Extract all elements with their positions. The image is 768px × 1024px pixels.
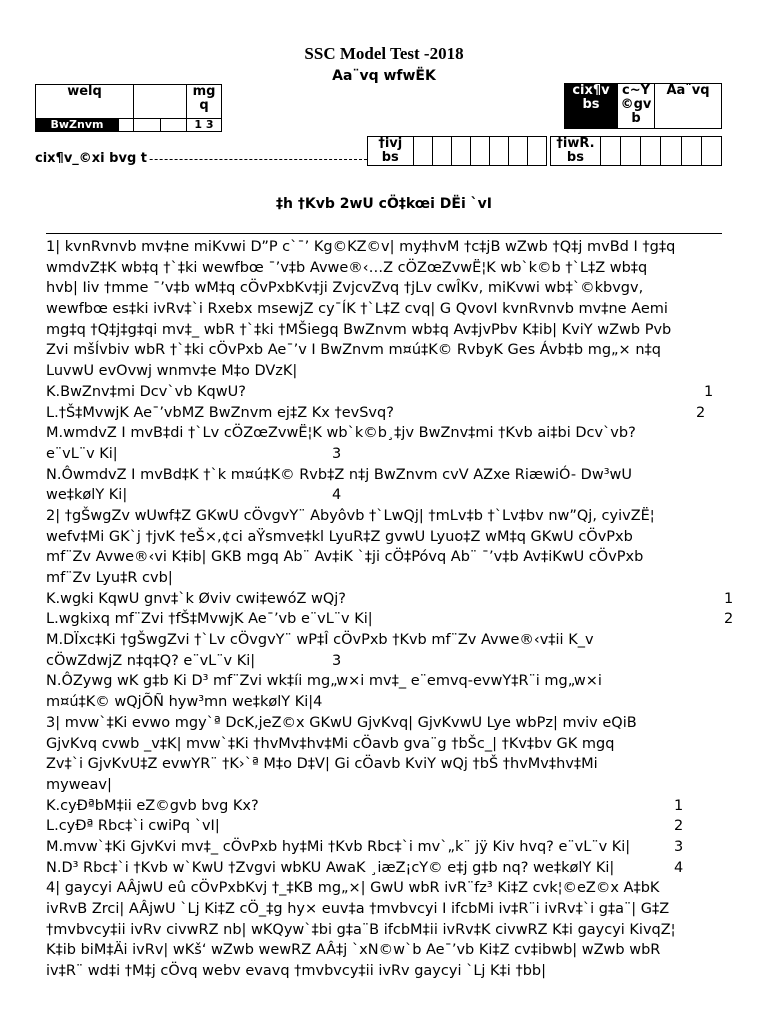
text-line	[46, 796, 726, 817]
registration-cell	[701, 137, 721, 166]
line-text: cÖwZdwjZ n‡q‡Q? e¨vL¨v Ki|	[46, 652, 256, 669]
text-line	[46, 527, 726, 548]
line-text: wefv‡Mi GK`j †jvK †eŠ×,¢ci aŸsmve‡kl LyuR‡Z gvwU Lyuo‡Z wM‡q GKwU cÖvPxb	[46, 528, 633, 545]
marks-value: 4	[332, 487, 342, 504]
registration-cell	[621, 137, 641, 166]
text-line	[46, 837, 726, 858]
chapter-label: Aa¨vq	[655, 84, 722, 129]
text-line	[46, 609, 734, 630]
marks-value: 3	[332, 652, 342, 669]
marks-value: 2	[724, 611, 734, 628]
text-line	[46, 403, 726, 424]
line-text: GjvKvq cvwb _v‡K| mvw`‡Ki †hvMv‡hv‡Mi cÖavb gva¨g †bŠc_| †Kv‡bv GK mgq	[46, 735, 615, 752]
text-line	[46, 382, 726, 403]
line-text: mf¨Zv Lyu‡R cvb|	[46, 570, 173, 586]
registration-cell	[681, 137, 701, 166]
code-cell: 1 3	[187, 119, 222, 132]
line-text: mg‡q †Q‡j‡g‡qi mv‡_ wbR †`‡ki †MŠiegq BwZnvm wb‡q Av‡jvPbv K‡ib| KviY wZwb Pvb	[46, 321, 672, 338]
questions-area	[46, 237, 734, 982]
text-line	[46, 237, 726, 258]
line-text: wewfbœ es‡ki ivRv‡`i Rxebx msewjZ cy¯ÍK †`L‡Z cvq| G QvovI kvnRvnvb mv‡ne Aemi	[46, 301, 668, 318]
candidate-name-label: cix¶v_©xi bvg t	[35, 151, 147, 166]
marks-value: 3	[332, 445, 342, 462]
registration-cell	[600, 137, 620, 166]
text-line	[46, 568, 726, 589]
text-line	[46, 423, 726, 444]
line-text: N.ÔZywg wK g‡b Ki D³ mf¨Zvi wk‡íi mg„w×i mv‡_ e¨emvq-evwY‡R¨i mg„w×i	[46, 673, 602, 690]
line-text: e¨vL¨v Ki|	[46, 445, 118, 462]
code-cell	[134, 119, 161, 132]
subject-box	[35, 84, 222, 132]
text-line	[46, 754, 726, 775]
candidate-name-row	[35, 151, 367, 166]
text-line	[46, 630, 726, 651]
text-line	[46, 734, 726, 755]
roll-cell	[413, 137, 432, 166]
line-text: K.wgki KqwU gnv‡`k Øviv cwi‡ewóZ wQj?	[46, 590, 347, 607]
marks-value: 2	[696, 404, 706, 421]
line-text: N.ÔwmdvZ I mvBd‡K †`k m¤ú‡K© Rvb‡Z n‡j BwZnvm cvV AZxe RiæwiÓ- Dw³wU	[46, 466, 632, 483]
line-text: 1| kvnRvnvb mv‡ne miKvwi D”P c`¯’ Kg©KZ©v| my‡hvM †c‡jB wZwb †Q‡j mvBd I †g‡q	[46, 239, 676, 255]
text-line	[46, 278, 726, 299]
line-text: hvb| Iiv †mme ¯’v‡b wM‡q cÖvPxbKv‡ji ZvjcvZvq †jLv cwÎKv, miKvwi wb‡`©kbvgv,	[46, 280, 644, 297]
line-text: L.†Š‡MvwjK Ae¯’vbMZ BwZnvm ej‡Z Kx †evSvq?	[46, 404, 394, 421]
marks-value: 1	[724, 590, 734, 607]
registration-label: †iwR. bs	[551, 137, 601, 166]
text-line	[46, 940, 726, 961]
line-text: K‡ib biM‡Äi ivRv| wKš‘ wZwb wewRZ AÂ‡j `xN©w`b Ae¯’vb Ki‡Z cv‡ibwb| wZwb wbR	[46, 942, 661, 959]
text-line	[46, 775, 726, 796]
marks-value: 2	[674, 818, 684, 835]
text-line	[46, 299, 726, 320]
text-line	[46, 465, 726, 486]
line-text: Zvi mšÍvbiv wbR †`‡ki cÖvPxb Ae¯’v I BwZnvm m¤ú‡K© RvbyK Ges Ávb‡b mg„× n‡q	[46, 342, 661, 359]
text-line	[46, 692, 726, 713]
line-text: 3| mvw`‡Ki evwo mgy`ª DcK,jeZ©x GKwU GjvKvq| GjvKvwU Lye wbPz| mviv eQiB	[46, 714, 637, 731]
text-line	[46, 651, 726, 672]
line-text: 2| †gŠwgZv wUwf‡Z GKwU cÖvgvY¨ Abyôvb †`LwQj| †mLv‡b †`Lv‡bv nw”Qj, cyivZË¦	[46, 507, 655, 524]
text-line	[46, 961, 726, 982]
total-label: c~Y ©gv b	[618, 84, 655, 129]
line-text: wmdvZ‡K wb‡q †`‡ki wewfbœ ¯’v‡b Avwe®‹…Z cÖZœZvwË¦K wb`k©b †`L‡Z wb‡q	[46, 259, 648, 276]
text-line	[46, 920, 726, 941]
roll-box	[367, 136, 547, 166]
registration-cell	[661, 137, 681, 166]
text-line	[46, 506, 726, 527]
text-line	[46, 899, 726, 920]
roll-label: †ivj bs	[368, 137, 414, 166]
line-text: we‡kølY Ki|	[46, 487, 128, 504]
text-line	[46, 485, 726, 506]
subject-name: Aa¨vq wfwËK	[332, 68, 436, 84]
marks-value: 4	[674, 859, 684, 876]
line-text: ivRvB Zrci| AÂjwU `Lj Ki‡Z cÖ_‡g hy× euv‡a †mvbvcyi I ifcbMi iv‡R¨i ivRv‡`i g‡a¨| G‡Z	[46, 901, 670, 917]
line-text: L.wgkixq mf¨Zvi †fŠ‡MvwjK Ae¯’vb e¨vL¨v Ki|	[46, 611, 373, 628]
marks-value: 1	[674, 797, 684, 814]
text-line	[46, 361, 726, 382]
code-label: BwZnvm	[36, 119, 119, 132]
line-text: m¤ú‡K© wQjÕÑ hyw³mn we‡kølY Ki|4	[46, 694, 323, 711]
text-line	[46, 858, 726, 879]
text-line	[46, 444, 726, 465]
divider	[46, 233, 722, 234]
line-text: K.cyÐªbM‡ii eZ©gvb bvg Kx?	[46, 797, 259, 814]
code-cell	[119, 119, 134, 132]
line-text: mf¨Zv Avwe®‹vi K‡ib| GKB mgq Ab¨ Av‡iK `‡ji cÖ‡Póvq Ab¨ ¯’v‡b Av‡iKwU cÖvPxb	[46, 549, 644, 566]
line-text: M.DÏxc‡Ki †gŠwgZvi †`Lv cÖvgvY¨ wP‡Î cÖvPxb †Kvb mf¨Zv Avwe®‹v‡ii K_v	[46, 632, 594, 649]
line-text: myweav|	[46, 776, 112, 793]
marks-value: 1	[704, 383, 714, 400]
line-text: †mvbvcy‡ii ivRv civwRZ nb| wKQyw`‡bi g‡a¨B ifcbM‡ii ivRv‡K civwRZ K‡i gaycyi KivqZ¦	[46, 921, 676, 938]
text-line	[46, 878, 726, 899]
line-text: M.mvw`‡Ki GjvKvi mv‡_ cÖvPxb hy‡Mi †Kvb Rbc‡`i mv`„k¨ jÿ Kiv hvq? e¨vL¨v Ki|	[46, 838, 631, 855]
text-line	[46, 671, 726, 692]
text-line	[46, 320, 726, 341]
text-line	[46, 589, 734, 610]
registration-cell	[641, 137, 661, 166]
exam-label: cix¶v bs	[565, 84, 618, 129]
line-text: N.D³ Rbc‡`i †Kvb w`KwU †Zvgvi wbKU AwaK ¸iæZ¡cY© e‡j g‡b nq? we‡kølY Ki|	[46, 859, 615, 876]
text-line	[46, 258, 726, 279]
text-line	[46, 340, 726, 361]
line-text: M.wmdvZ I mvB‡di †`Lv cÖZœZvwË¦K wb`k©b¸‡jv BwZnv‡mi †Kvb ai‡bi Dcv`vb?	[46, 425, 636, 442]
exam-title: SSC Model Test -2018	[304, 44, 464, 63]
line-text: 4| gaycyi AÂjwU eû cÖvPxbKvj †_‡KB mg„×| GwU wbR ivR¨fz³ Ki‡Z cvk¦©eZ©x A‡bK	[46, 880, 660, 897]
roll-cell	[489, 137, 508, 166]
roll-cell	[508, 137, 527, 166]
marks-value: 3	[674, 838, 684, 855]
line-text: L.cyÐª Rbc‡`i cwiPq `vI|	[46, 818, 220, 835]
serial-label: mg q	[187, 85, 222, 119]
exam-info-box	[564, 83, 722, 129]
subject-label: welq	[36, 85, 134, 119]
text-line	[46, 713, 726, 734]
line-text: iv‡R¨ wd‡i †M‡j cÖvq webv evavq †mvbvcy‡ii ivRv gaycyi `Lj K‡i †bb|	[46, 963, 546, 980]
roll-cell	[451, 137, 470, 166]
text-line	[46, 547, 726, 568]
line-text: Zv‡`i GjvKvU‡Z evwYR¨ †K›`ª M‡o D‡V| Gi cÖavb KviY wQj †bŠ †hvMv‡hv‡Mi	[46, 756, 598, 773]
roll-cell	[527, 137, 546, 166]
roll-cell	[470, 137, 489, 166]
line-text: K.BwZnv‡mi Dcv`vb KqwU?	[46, 383, 246, 400]
registration-box	[550, 136, 722, 166]
roll-cell	[432, 137, 451, 166]
serial-box	[134, 85, 187, 119]
line-text: LuvwU evOvwj wnmv‡e M‡o DVzK|	[46, 363, 298, 380]
section-heading: ‡h †Kvb 2wU cÖ‡kœi DËi `vI	[276, 196, 492, 212]
text-line	[46, 816, 726, 837]
code-cell	[160, 119, 187, 132]
